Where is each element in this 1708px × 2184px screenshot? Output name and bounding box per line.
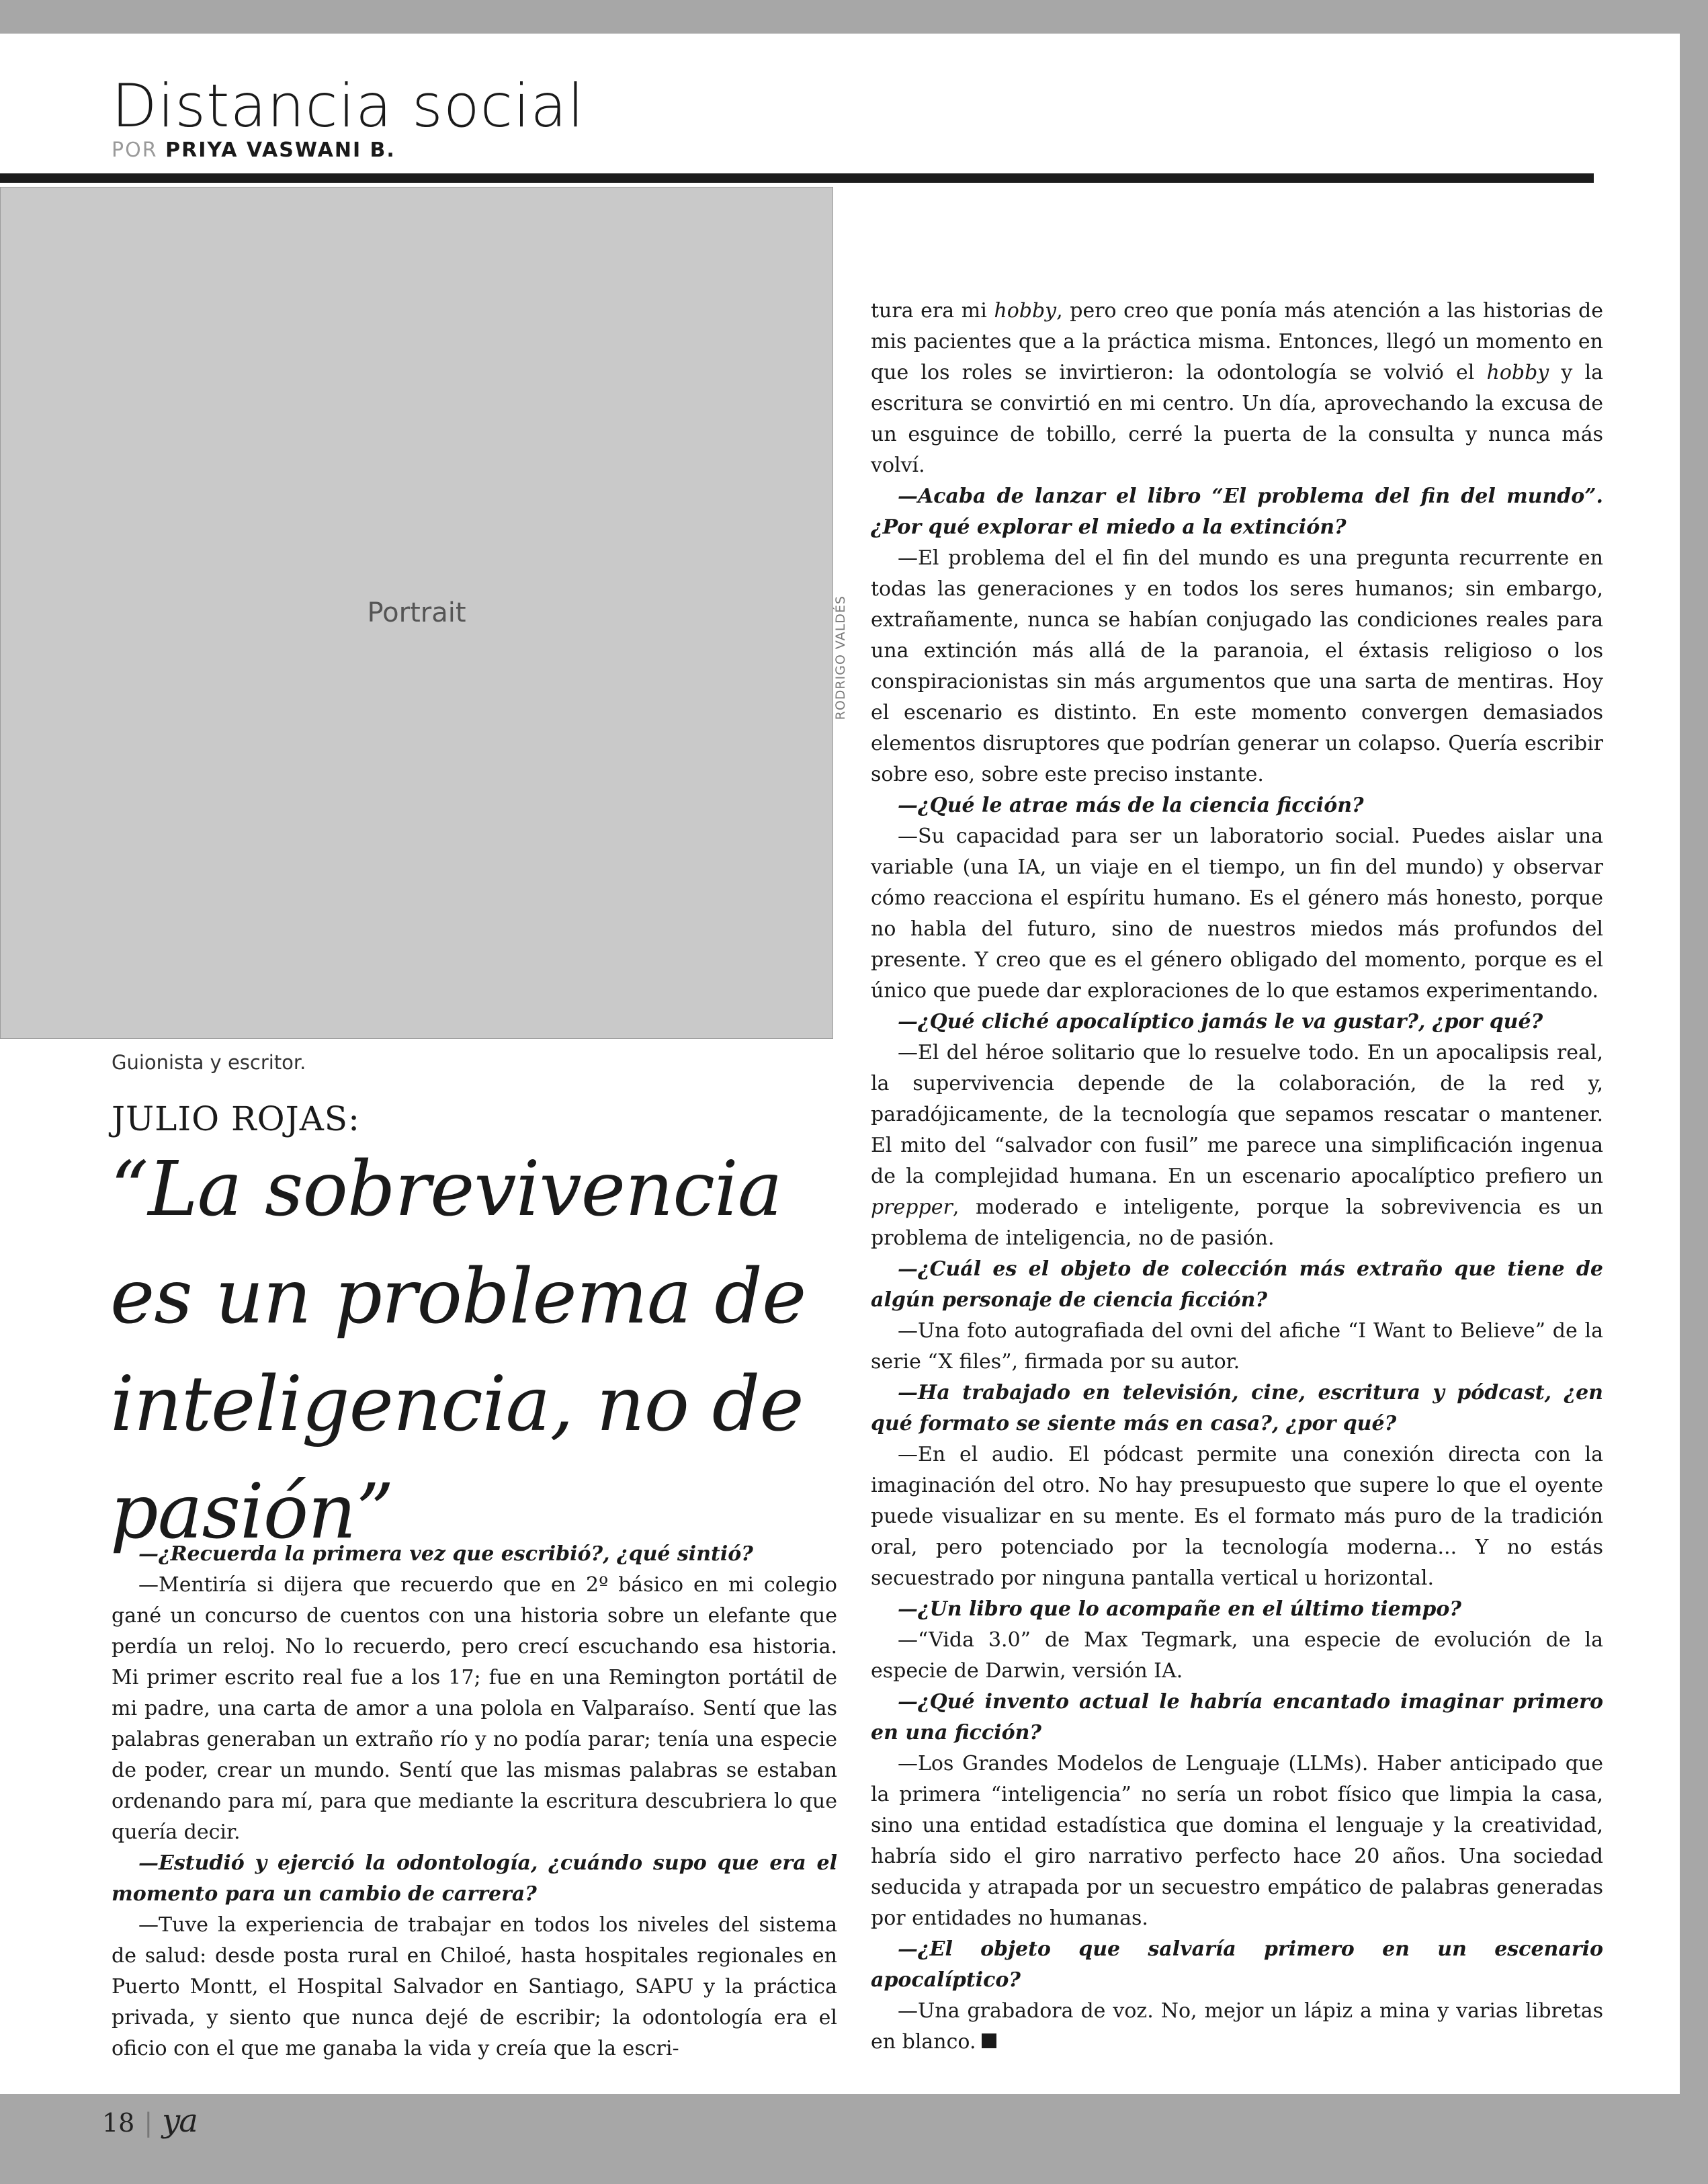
photo-caption: Guionista y escritor.: [112, 1051, 306, 1074]
photo-credit: RODRIGO VALDÉS: [833, 595, 848, 720]
question-2: —Estudió y ejerció la odontología, ¿cuándo supo que era el momento para un cambio de carrera?: [112, 1851, 837, 1906]
answer-2-start: —Tuve la experiencia de trabajar en todos los niveles del sistema de salud: desde posta rural en Chiloé, hasta hospitales regionales en Puerto Montt, el Hospital Salvador en Santiago, SAPU y la práctica privada, y siento que nunca dejé de escribir; la odontología era el oficio con el que me ganaba la vida y creía que la escri-: [112, 1913, 837, 2060]
section-title: Distancia social: [112, 71, 585, 140]
answer-7: —En el audio. El pódcast permite una conexión directa con la imaginación del otro. No hay presupuesto que supere lo que el oyente puede visualizar en su mente. Es el formato más puro de la tradición oral, pero potenciado por la tecnología moderna... Y no estás secuestrado por ninguna pantalla vertical u horizontal.: [871, 1443, 1603, 1590]
article-column-left: [112, 1539, 837, 2064]
answer-1: —Mentiría si dijera que recuerdo que en 2º básico en mi colegio gané un concurso de cuentos con una historia sobre un elefante que perdía un reloj. No lo recuerdo, pero crecí escuchando esa historia. Mi primer escrito real fue a los 17; fue en una Remington portátil de mi padre, una carta de amor a una polola en Valparaíso. Sentí que las palabras generaban un extraño río y no podía parar; tenía una especie de poder, crear un mundo. Sentí que las mismas palabras se estaban ordenando para mí, para que mediante la escritura descubriera lo que quería decir.: [112, 1573, 837, 1844]
answer-8: —“Vida 3.0” de Max Tegmark, una especie de evolución de la especie de Darwin, versión IA.: [871, 1628, 1603, 1683]
magazine-logo: ya: [162, 2102, 197, 2140]
answer-3: —El problema del el fin del mundo es una pregunta recurrente en todas las generaciones y en todos los seres humanos; sin embargo, extrañamente, nunca se habían conjugado las condiciones reales para una extinción más allá de la paranoia, el éxtasis religioso o los conspiracionistas sin más argumentos que una sarta de mentiras. Hoy el escenario es distinto. En este momento convergen demasiados elementos disruptores que podrían generar un colapso. Quería escribir sobre eso, sobre este preciso instante.: [871, 546, 1603, 786]
page-footer: [102, 2102, 197, 2140]
footer-separator: |: [144, 2108, 153, 2138]
answer-9: —Los Grandes Modelos de Lenguaje (LLMs). Haber anticipado que la primera “inteligencia” no sería un robot físico que limpia la casa, sino una entidad estadística que domina el lenguaje y la creatividad, habría sido el giro narrativo perfecto hace 20 años. Una sociedad seducida y atrapada por un secuestro empático de palabras generadas por entidades no humanas.: [871, 1752, 1603, 1930]
answer-6: —Una foto autografiada del ovni del afiche “I Want to Believe” de la serie “X files”, firmada por su autor.: [871, 1319, 1603, 1374]
page-number: 18: [102, 2108, 135, 2138]
question-3: —Acaba de lanzar el libro “El problema del fin del mundo”. ¿Por qué explorar el miedo a la extinción?: [871, 485, 1603, 539]
question-1: —¿Recuerda la primera vez que escribió?, ¿qué sintió?: [138, 1542, 753, 1566]
question-7: —Ha trabajado en televisión, cine, escritura y pódcast, ¿en qué formato se siente más en casa?, ¿por qué?: [871, 1381, 1603, 1435]
portrait-photo: Portrait: [0, 187, 833, 1039]
question-9: —¿Qué invento actual le habría encantado imaginar primero en una ficción?: [871, 1690, 1603, 1745]
byline: [112, 138, 396, 162]
answer-4: —Su capacidad para ser un laboratorio social. Puedes aislar una variable (una IA, un viaje en el tiempo, un fin del mundo) y observar cómo reacciona el espíritu humano. Es el género más honesto, porque no habla del futuro, sino de nuestros miedos más profundos del presente. Y creo que es el género obligado del momento, porque es el único que puede dar exploraciones de lo que estamos experimentando.: [871, 825, 1603, 1003]
question-5: —¿Qué cliché apocalíptico jamás le va gustar?, ¿por qué?: [898, 1010, 1543, 1034]
question-8: —¿Un libro que lo acompañe en el último tiempo?: [898, 1597, 1461, 1621]
header-rule: [0, 173, 1594, 183]
question-10: —¿El objeto que salvaría primero en un escenario apocalíptico?: [871, 1937, 1603, 1992]
magazine-page: [0, 34, 1680, 2094]
answer-10: —Una grabadora de voz. No, mejor un lápiz a mina y varias libretas en blanco.: [871, 1999, 1603, 2054]
byline-prefix: POR: [112, 138, 158, 162]
question-6: —¿Cuál es el objeto de colección más extraño que tiene de algún personaje de ciencia ficción?: [871, 1257, 1603, 1312]
end-mark-icon: [982, 2033, 996, 2048]
answer-5: —El del héroe solitario que lo resuelve todo. En un apocalipsis real, la supervivencia depende de la colaboración, de la red y, paradójicamente, de la tecnología que sepamos rescatar o mantener. El mito del “salvador con fusil” me parece una simplificación ingenua de la complejidad humana. En un escenario apocalíptico prefiero un prepper, moderado e inteligente, porque la sobrevivencia es un problema de inteligencia, no de pasión.: [871, 1041, 1603, 1250]
article-column-right: [871, 296, 1603, 2058]
answer-2-continued: tura era mi hobby, pero creo que ponía más atención a las historias de mis pacientes que a la práctica misma. Entonces, llegó un momento en que los roles se invirtieron: la odontología se volvió el hobby y la escritura se convirtió en mi centro. Un día, aprovechando la excusa de un esguince de tobillo, cerré la puerta de la consulta y nunca más volví.: [871, 299, 1604, 477]
byline-author: PRIYA VASWANI B.: [165, 138, 396, 162]
question-4: —¿Qué le atrae más de la ciencia ficción?: [898, 794, 1364, 817]
headline-quote: “La sobrevivencia es un problema de inteligencia, no de pasión”: [110, 1146, 806, 1556]
headline-kicker: JULIO ROJAS:: [112, 1099, 360, 1138]
